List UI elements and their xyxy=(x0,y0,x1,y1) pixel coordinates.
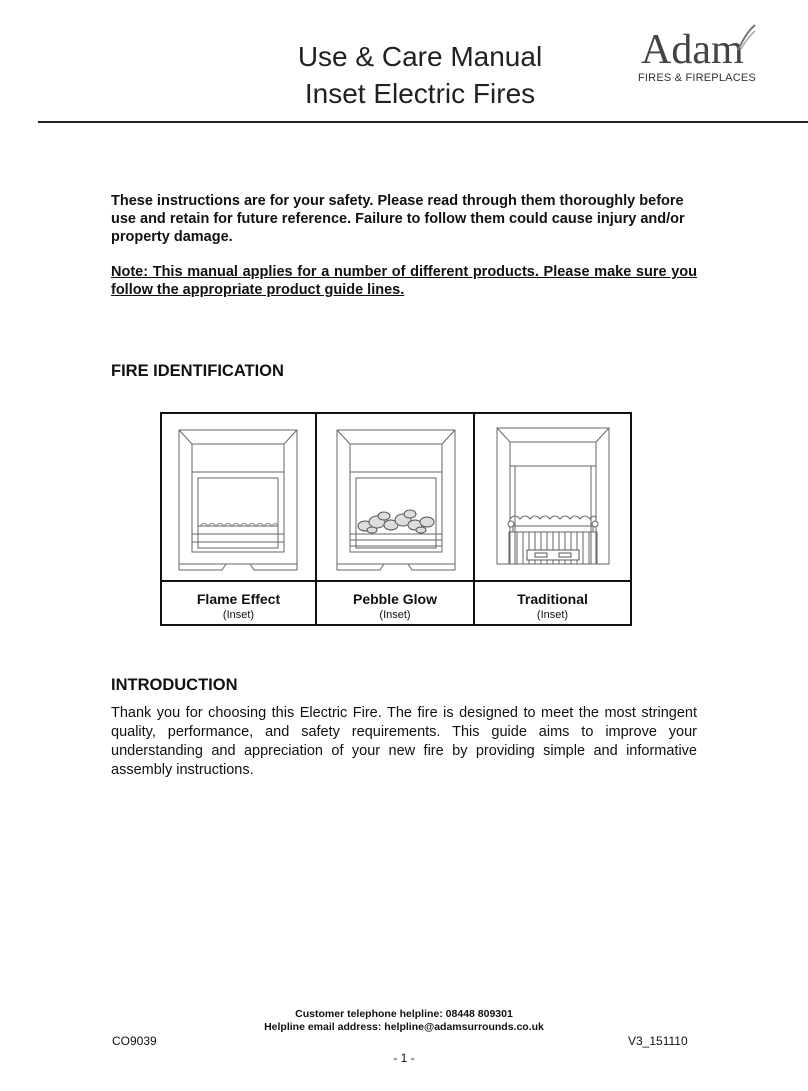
version-code: V3_151110 xyxy=(628,1034,688,1048)
fire-name: Pebble Glow xyxy=(352,591,437,607)
introduction-heading: INTRODUCTION xyxy=(111,676,238,694)
title-line-2: Inset Electric Fires xyxy=(304,78,536,109)
fire-identification-table xyxy=(160,412,632,626)
fire-cell-flame-effect xyxy=(162,414,317,624)
safety-paragraph: These instructions are for your safety. Please read through them thoroughly before use and retain for future reference. Failure to follow them could cause injury and/or property damage. xyxy=(111,193,685,245)
fire-cell-traditional xyxy=(475,414,630,624)
note-paragraph: Note: This manual applies for a number of different products. Please make sure you follow the appropriate product guide lines. xyxy=(111,264,697,298)
page-number: - 1 - xyxy=(393,1051,415,1065)
logo-swoosh-icon xyxy=(735,22,757,52)
logo-tagline: FIRES & FIREPLACES xyxy=(638,72,756,84)
helpline-text: Customer telephone helpline: 08448 809301 xyxy=(295,1008,513,1020)
logo-name: Adam xyxy=(641,27,744,73)
fire-name: Flame Effect xyxy=(196,591,281,607)
fire-name: Traditional xyxy=(517,591,588,607)
title-line-1: Use & Care Manual xyxy=(297,41,543,72)
fire-type: (Inset) xyxy=(379,609,411,621)
header-divider xyxy=(38,121,808,123)
introduction-paragraph: Thank you for choosing this Electric Fire. The fire is designed to meet the most stringent quality, performance, and safety requirements. This guide aims to improve your understanding and appreciation of your new fire by providing simple and informative assembly instructions. xyxy=(111,705,697,778)
fire-type: (Inset) xyxy=(222,609,255,621)
fire-identification-heading: FIRE IDENTIFICATION xyxy=(111,362,284,380)
document-code: CO9039 xyxy=(112,1034,157,1048)
fire-cell-pebble-glow xyxy=(317,414,475,624)
fire-type: (Inset) xyxy=(536,609,569,621)
pebble-glow-illustration xyxy=(317,414,473,582)
helpline-email: Helpline email address: helpline@adamsurrounds.co.uk xyxy=(264,1021,544,1033)
traditional-illustration xyxy=(475,414,630,582)
flame-effect-illustration xyxy=(162,414,315,582)
